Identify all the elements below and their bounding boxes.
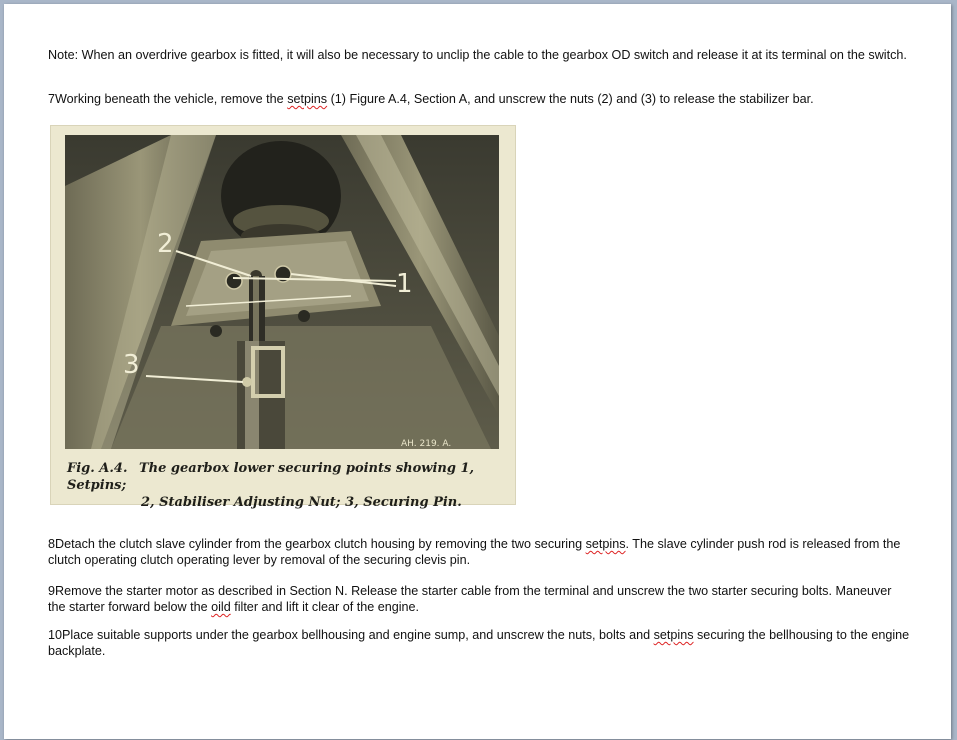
callout-1: 1 — [396, 269, 413, 299]
caption-line-1: The gearbox lower securing points showing 1, Setpins; — [67, 461, 475, 493]
callout-3: 3 — [123, 350, 140, 380]
spelling-flag-setpins: setpins — [653, 628, 694, 642]
step-10-text-a: 10Place suitable supports under the gearbox bellhousing and engine sump, and unscrew the nuts, bolts and — [48, 628, 654, 642]
step-7-text-b: (1) Figure A.4, Section A, and unscrew the nuts (2) and (3) to release the stabilizer bar. — [327, 92, 814, 106]
spelling-flag-setpins: setpins — [287, 92, 328, 106]
figure-a4 — [50, 125, 516, 510]
note-text: Note: When an overdrive gearbox is fitted, it will also be necessary to unclip the cable to the gearbox OD switch and release it at its terminal on the switch. — [48, 48, 907, 62]
step-8-paragraph — [48, 536, 910, 568]
plate-reference: AH. 219. A. — [401, 439, 452, 449]
step-8-text-b: . The slave cylinder push rod is released from the clutch operating clutch operating lever by removal of the securing clevis pin. — [48, 537, 901, 567]
callout-2: 2 — [157, 229, 174, 259]
step-7-text-a: 7Working beneath the vehicle, remove the — [48, 92, 288, 106]
gearbox-photo — [51, 126, 515, 504]
step-10-text-b: securing the bellhousing to the engine backplate. — [48, 628, 910, 658]
step-8-text-a: 8Detach the clutch slave cylinder from the gearbox clutch housing by removing the two securing — [48, 537, 586, 551]
step-9-text-a: 9Remove the starter motor as described in Section N. Release the starter cable from the terminal and unscrew the two starter securing bolts. Maneuver the starter forward below the — [48, 584, 892, 614]
figure-caption — [67, 460, 507, 511]
step-10-paragraph — [48, 627, 910, 659]
caption-line-2: 2, Stabiliser Adjusting Nut; 3, Securing Pin. — [141, 495, 462, 510]
caption-label: Fig. A.4. — [67, 461, 128, 476]
step-9-text-b: filter and lift it clear of the engine. — [230, 600, 420, 614]
spelling-flag-setpins: setpins — [585, 537, 626, 551]
step-9-paragraph — [48, 583, 910, 615]
document-page — [4, 4, 951, 739]
spelling-flag-oild: oild — [211, 600, 231, 614]
step-7-paragraph — [48, 91, 910, 107]
note-paragraph — [48, 47, 910, 63]
